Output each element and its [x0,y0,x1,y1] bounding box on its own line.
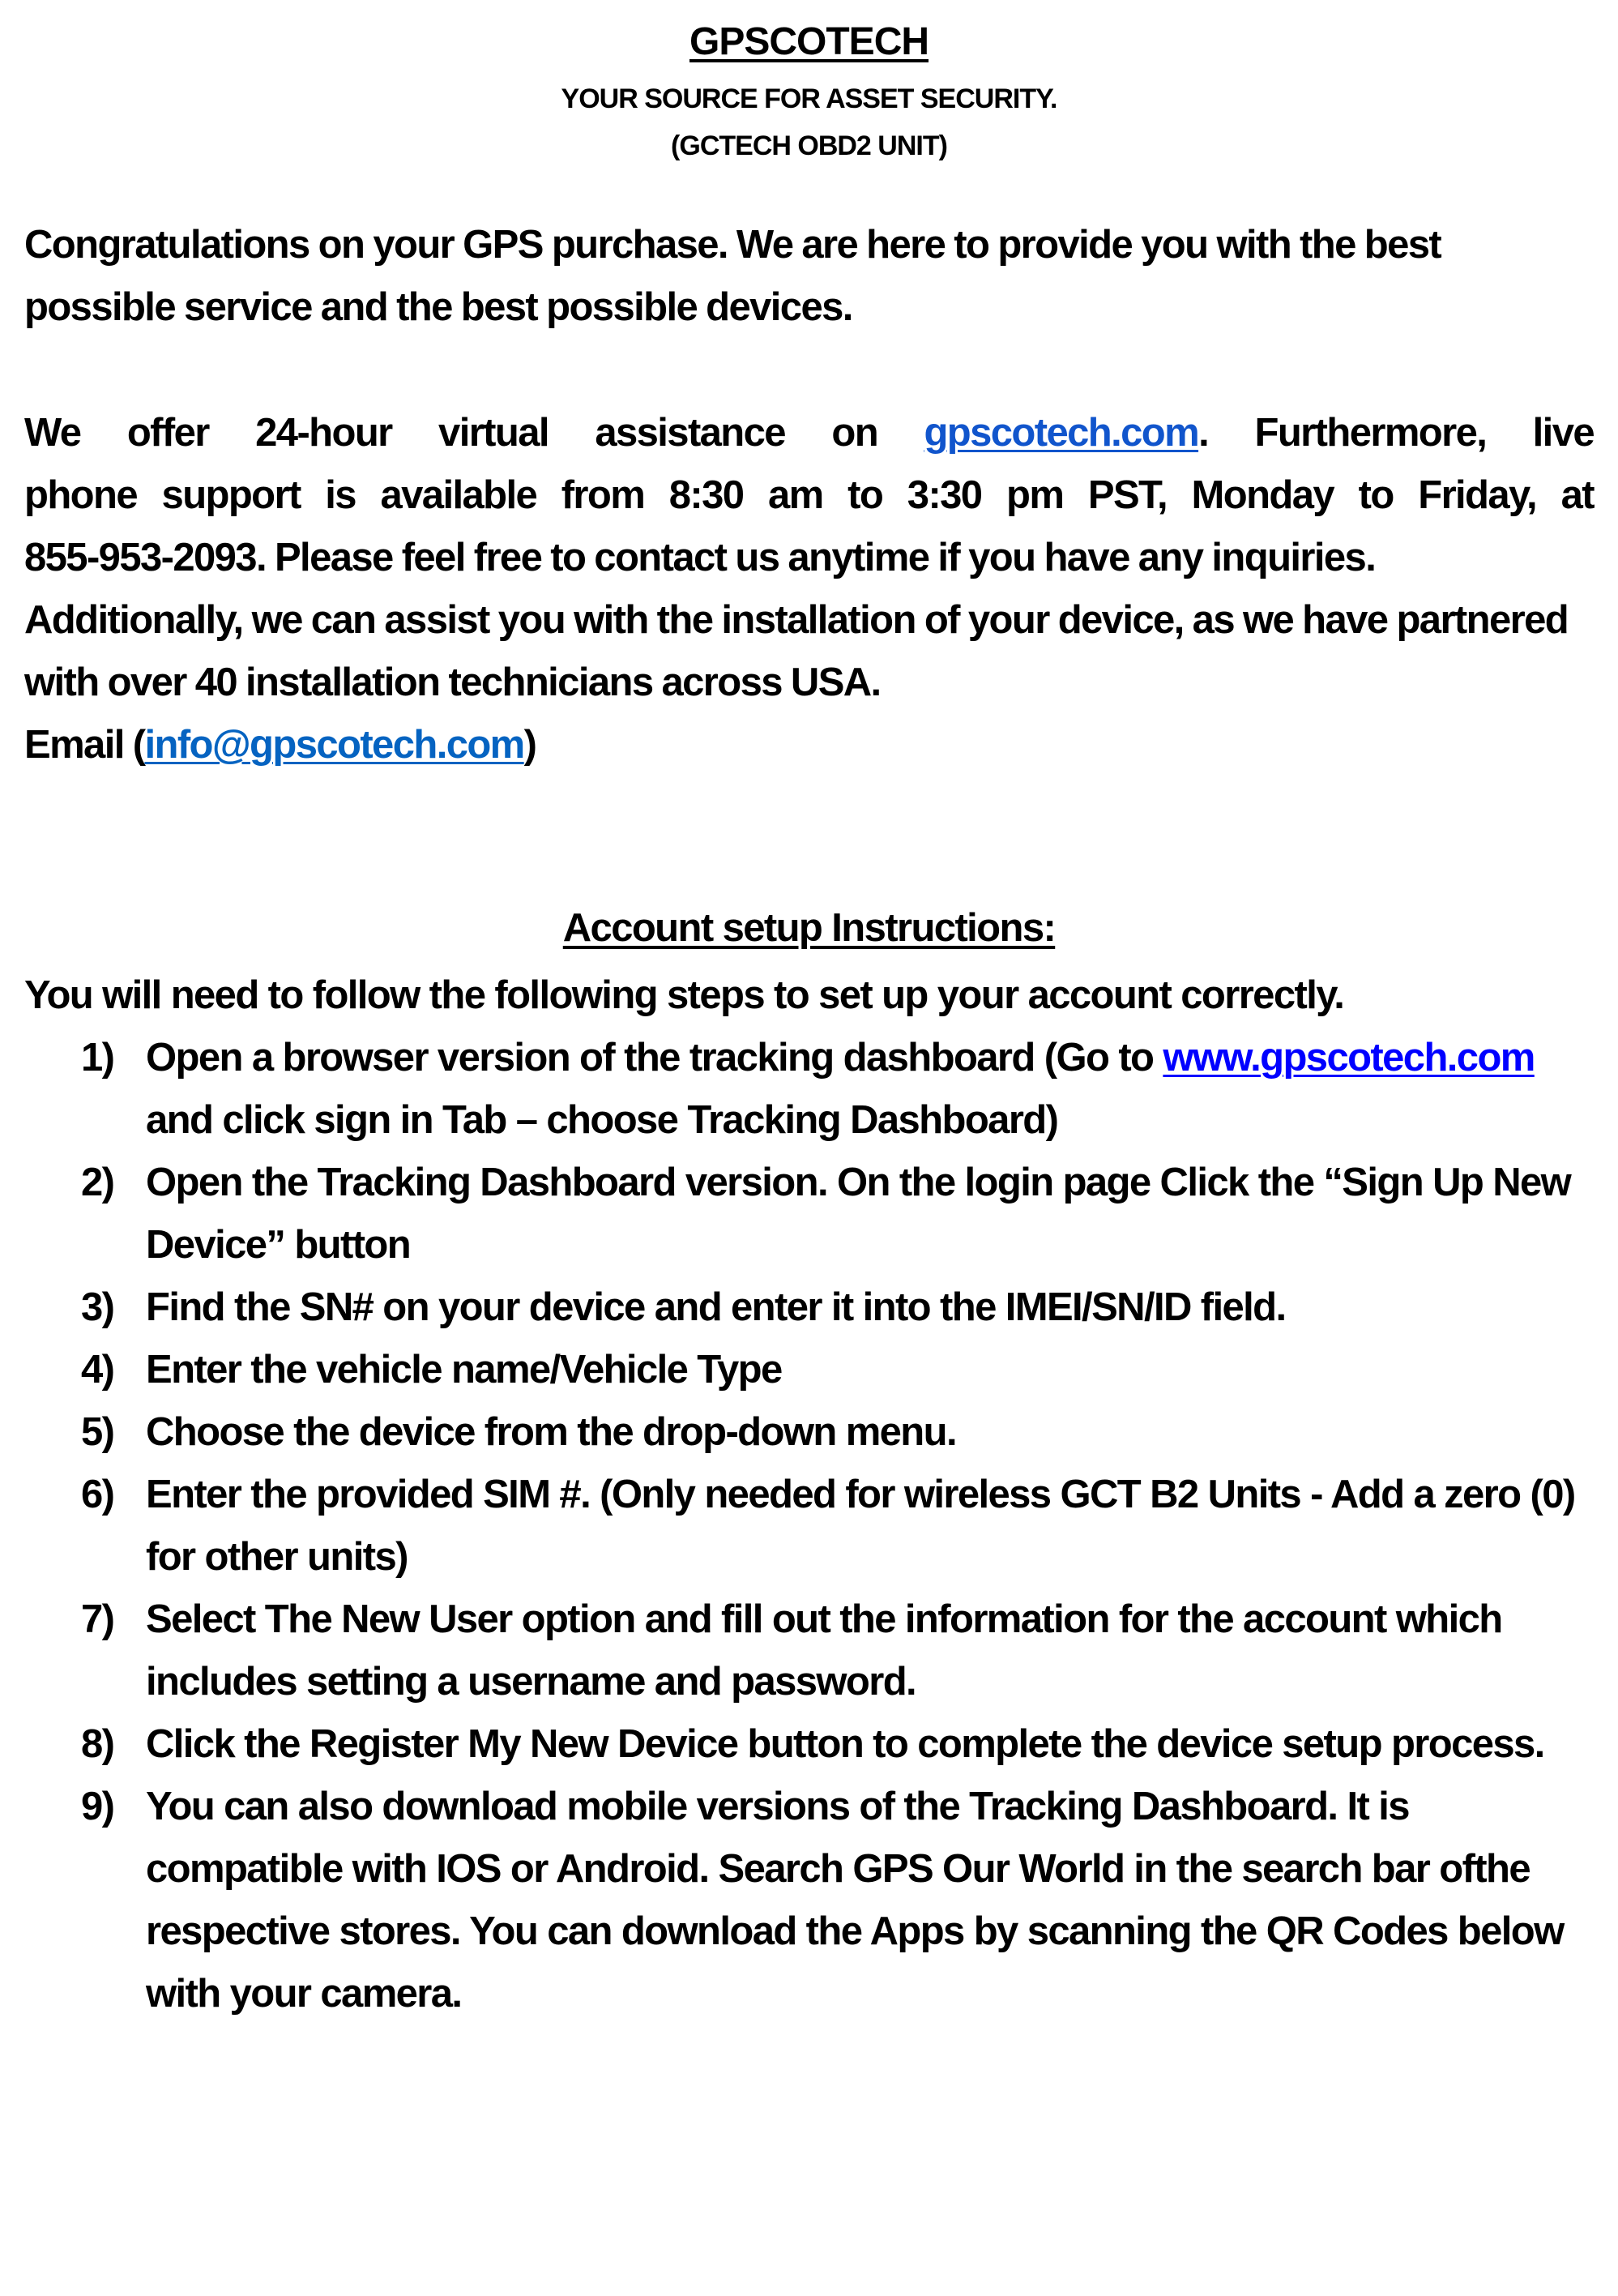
email-link[interactable]: info@gpscotech.com [144,723,524,767]
step-number: 1) [81,1036,114,1080]
email-close: ) [523,723,536,767]
account-setup-heading-text: Account setup Instructions: [562,906,1056,950]
step-item-8 [0,1713,1618,1776]
step-number: 5) [81,1410,114,1454]
support-paragraph [24,402,1594,776]
step-text-part: and click sign in Tab – choose Tracking Dashboard) [146,1098,1058,1142]
congratulations-paragraph: Congratulations on your GPS purchase. We are here to provide you with the best possible service and the best possible devices. [24,223,1441,329]
support-line-2: phone support is available from 8:30 am to 3:30 pm PST, Monday to Friday, at [24,473,1594,517]
step-number: 9) [81,1785,114,1828]
brand-title-text: GPSCOTECH [689,20,929,63]
step-text: Click the Register My New Device button to complete the device setup process. [146,1722,1544,1766]
step-text [146,1027,1594,1152]
setup-steps-list [0,1027,1618,2025]
step-number: 3) [81,1285,114,1329]
step-item-4 [0,1339,1618,1401]
step-text: Find the SN# on your device and enter it into the IMEI/SN/ID field. [146,1285,1286,1329]
step-number: 4) [81,1348,114,1392]
support-text: . Furthermore, live [1198,411,1595,455]
step-text: Choose the device from the drop-down menu. [146,1410,956,1454]
tagline: YOUR SOURCE FOR ASSET SECURITY. [561,83,1057,114]
brand-title [0,18,1618,66]
step-text: Enter the provided SIM #. (Only needed for wireless GCT B2 Units - Add a zero (0) for other units) [146,1473,1575,1579]
step-text-part: Open a browser version of the tracking dashboard (Go to [146,1036,1163,1080]
website-link[interactable]: gpscotech.com [924,411,1199,455]
step-item-3 [0,1276,1618,1339]
account-setup-intro: You will need to follow the following steps to set up your account correctly. [24,973,1344,1017]
step-number: 8) [81,1722,114,1766]
product-subtitle: (GCTECH OBD2 UNIT) [671,130,947,161]
step-item-9 [0,1776,1618,2025]
step-item-6 [0,1464,1618,1588]
step-text: Enter the vehicle name/Vehicle Type [146,1348,782,1392]
support-line-1 [24,402,1594,464]
step-number: 2) [81,1161,114,1204]
step-item-1 [0,1027,1618,1152]
www-website-link[interactable]: www.gpscotech.com [1163,1036,1535,1080]
step-text: You can also download mobile versions of the Tracking Dashboard. It is compatible with IOS or Android. Search GPS Our World in the search bar ofthe respective stores. You can download the Apps by scanning the QR Codes below with your camera. [146,1785,1564,2016]
support-text: We offer 24-hour virtual assistance on [24,411,924,455]
step-number: 6) [81,1473,114,1516]
step-text: Select The New User option and fill out the information for the account which includes setting a username and password. [146,1597,1502,1704]
step-number: 7) [81,1597,114,1641]
email-label: Email ( [24,723,145,767]
account-setup-heading [0,900,1618,956]
step-item-7 [0,1588,1618,1713]
step-text: Open the Tracking Dashboard version. On the login page Click the “Sign Up New Device” button [146,1161,1571,1267]
step-item-5 [0,1401,1618,1464]
step-item-2 [0,1152,1618,1276]
support-text-rest: 855-953-2093. Please feel free to contact us anytime if you have any inquiries. Additionally, we can assist you with the installation of your device, as we have partnered with over 40 installation technicians across USA. [24,536,1569,704]
